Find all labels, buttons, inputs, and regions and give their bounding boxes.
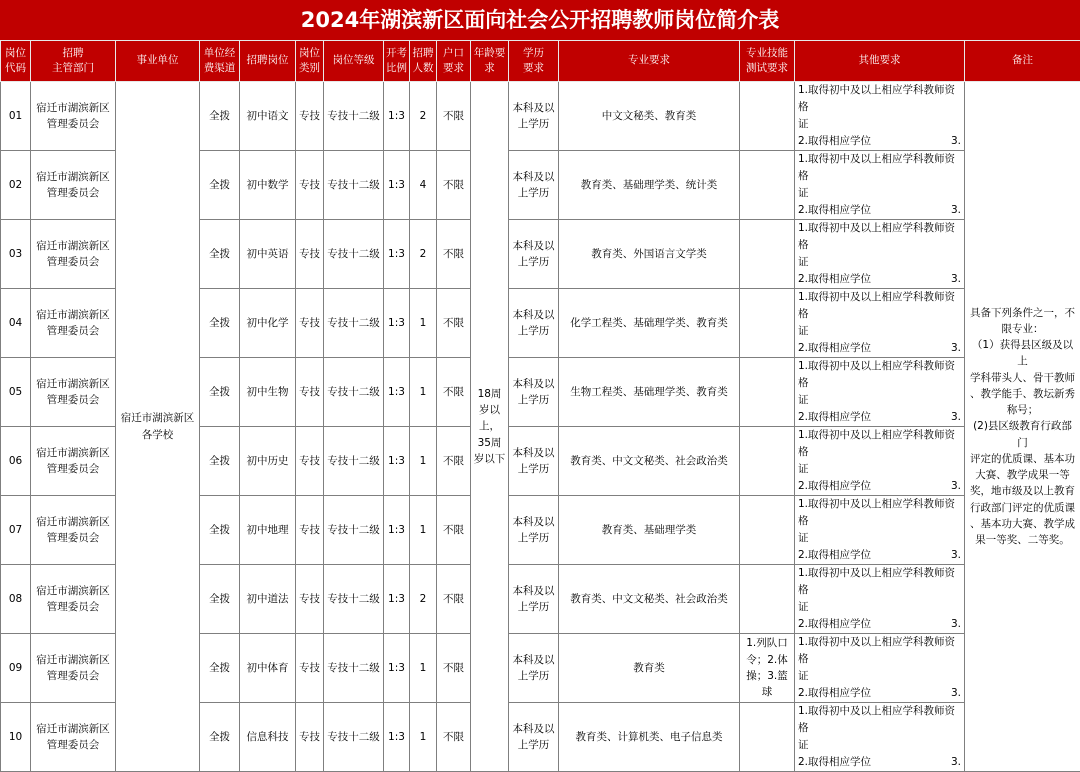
- header-ratio: 开考 比例: [384, 41, 410, 82]
- cell-hukou: 不限: [437, 82, 471, 151]
- cell-hukou: 不限: [437, 220, 471, 289]
- cell-unit: 宿迁市湖滨新区 各学校: [116, 82, 200, 772]
- cell-hukou: 不限: [437, 565, 471, 634]
- cell-level: 专技十二级: [324, 427, 384, 496]
- cell-funding: 全拨: [200, 151, 240, 220]
- cell-funding: 全拨: [200, 358, 240, 427]
- cell-skill: [740, 151, 795, 220]
- cell-position: 信息科技: [240, 703, 296, 772]
- cell-level: 专技十二级: [324, 496, 384, 565]
- cell-level: 专技十二级: [324, 358, 384, 427]
- cell-level: 专技十二级: [324, 82, 384, 151]
- cell-education: 本科及以 上学历: [509, 634, 559, 703]
- cell-ratio: 1:3: [384, 565, 410, 634]
- cell-position: 初中语文: [240, 82, 296, 151]
- cell-major: 教育类、外国语言文学类: [559, 220, 740, 289]
- cell-code: 05: [1, 358, 31, 427]
- header-education: 学历 要求: [509, 41, 559, 82]
- cell-dept: 宿迁市湖滨新区 管理委员会: [31, 289, 116, 358]
- cell-major: 教育类、中文文秘类、社会政治类: [559, 427, 740, 496]
- cell-code: 07: [1, 496, 31, 565]
- cell-dept: 宿迁市湖滨新区 管理委员会: [31, 634, 116, 703]
- header-hukou: 户口 要求: [437, 41, 471, 82]
- header-category: 岗位 类别: [296, 41, 324, 82]
- cell-ratio: 1:3: [384, 289, 410, 358]
- cell-age: 18周 岁以 上， 35周 岁以下: [471, 82, 509, 772]
- cell-category: 专技: [296, 634, 324, 703]
- cell-dept: 宿迁市湖滨新区 管理委员会: [31, 427, 116, 496]
- cell-major: 教育类: [559, 634, 740, 703]
- cell-count: 2: [410, 82, 437, 151]
- cell-skill: [740, 82, 795, 151]
- cell-other: 1.取得初中及以上相应学科教师资格 证 2.取得相应学位 3.: [795, 151, 965, 220]
- header-count: 招聘 人数: [410, 41, 437, 82]
- cell-dept: 宿迁市湖滨新区 管理委员会: [31, 496, 116, 565]
- cell-skill: 1.列队口 令；2.体 操；3.篮球: [740, 634, 795, 703]
- cell-code: 10: [1, 703, 31, 772]
- cell-category: 专技: [296, 289, 324, 358]
- page-title: 2024年湖滨新区面向社会公开招聘教师岗位简介表: [0, 0, 1080, 40]
- cell-major: 生物工程类、基础理学类、教育类: [559, 358, 740, 427]
- cell-category: 专技: [296, 82, 324, 151]
- cell-funding: 全拨: [200, 289, 240, 358]
- cell-hukou: 不限: [437, 289, 471, 358]
- cell-ratio: 1:3: [384, 220, 410, 289]
- table-row: [1, 82, 1080, 151]
- cell-code: 02: [1, 151, 31, 220]
- cell-level: 专技十二级: [324, 289, 384, 358]
- cell-category: 专技: [296, 220, 324, 289]
- cell-major: 教育类、基础理学类: [559, 496, 740, 565]
- cell-code: 03: [1, 220, 31, 289]
- cell-other: 1.取得初中及以上相应学科教师资格 证 2.取得相应学位 3.: [795, 703, 965, 772]
- cell-code: 04: [1, 289, 31, 358]
- cell-ratio: 1:3: [384, 151, 410, 220]
- cell-education: 本科及以 上学历: [509, 358, 559, 427]
- cell-code: 06: [1, 427, 31, 496]
- cell-count: 1: [410, 427, 437, 496]
- cell-count: 1: [410, 496, 437, 565]
- cell-funding: 全拨: [200, 565, 240, 634]
- cell-funding: 全拨: [200, 634, 240, 703]
- cell-skill: [740, 220, 795, 289]
- cell-skill: [740, 289, 795, 358]
- header-age: 年龄要 求: [471, 41, 509, 82]
- cell-category: 专技: [296, 358, 324, 427]
- cell-education: 本科及以 上学历: [509, 703, 559, 772]
- cell-other: 1.取得初中及以上相应学科教师资格 证 2.取得相应学位 3.: [795, 565, 965, 634]
- cell-ratio: 1:3: [384, 82, 410, 151]
- cell-position: 初中道法: [240, 565, 296, 634]
- header-funding: 单位经 费渠道: [200, 41, 240, 82]
- cell-other: 1.取得初中及以上相应学科教师资格 证 2.取得相应学位 3.: [795, 358, 965, 427]
- cell-hukou: 不限: [437, 634, 471, 703]
- cell-hukou: 不限: [437, 496, 471, 565]
- cell-position: 初中化学: [240, 289, 296, 358]
- cell-funding: 全拨: [200, 82, 240, 151]
- header-position: 招聘岗位: [240, 41, 296, 82]
- cell-education: 本科及以 上学历: [509, 289, 559, 358]
- cell-other: 1.取得初中及以上相应学科教师资格 证 2.取得相应学位 3.: [795, 634, 965, 703]
- cell-education: 本科及以 上学历: [509, 565, 559, 634]
- header-unit: 事业单位: [116, 41, 200, 82]
- cell-dept: 宿迁市湖滨新区 管理委员会: [31, 358, 116, 427]
- cell-other: 1.取得初中及以上相应学科教师资格 证 2.取得相应学位 3.: [795, 82, 965, 151]
- cell-dept: 宿迁市湖滨新区 管理委员会: [31, 220, 116, 289]
- cell-count: 2: [410, 565, 437, 634]
- cell-education: 本科及以 上学历: [509, 151, 559, 220]
- cell-level: 专技十二级: [324, 634, 384, 703]
- cell-education: 本科及以 上学历: [509, 220, 559, 289]
- cell-category: 专技: [296, 496, 324, 565]
- cell-category: 专技: [296, 565, 324, 634]
- cell-dept: 宿迁市湖滨新区 管理委员会: [31, 151, 116, 220]
- cell-ratio: 1:3: [384, 496, 410, 565]
- cell-category: 专技: [296, 427, 324, 496]
- cell-skill: [740, 496, 795, 565]
- cell-position: 初中历史: [240, 427, 296, 496]
- cell-major: 教育类、计算机类、电子信息类: [559, 703, 740, 772]
- header-note: 备注: [965, 41, 1080, 82]
- cell-other: 1.取得初中及以上相应学科教师资格 证 2.取得相应学位 3.: [795, 220, 965, 289]
- cell-count: 1: [410, 703, 437, 772]
- cell-count: 2: [410, 220, 437, 289]
- cell-ratio: 1:3: [384, 427, 410, 496]
- cell-other: 1.取得初中及以上相应学科教师资格 证 2.取得相应学位 3.: [795, 289, 965, 358]
- cell-category: 专技: [296, 703, 324, 772]
- header-other: 其他要求: [795, 41, 965, 82]
- cell-major: 教育类、基础理学类、统计类: [559, 151, 740, 220]
- cell-hukou: 不限: [437, 427, 471, 496]
- cell-funding: 全拨: [200, 703, 240, 772]
- cell-count: 4: [410, 151, 437, 220]
- cell-funding: 全拨: [200, 220, 240, 289]
- header-major: 专业要求: [559, 41, 740, 82]
- cell-education: 本科及以 上学历: [509, 496, 559, 565]
- cell-dept: 宿迁市湖滨新区 管理委员会: [31, 565, 116, 634]
- cell-code: 01: [1, 82, 31, 151]
- cell-hukou: 不限: [437, 151, 471, 220]
- cell-position: 初中体育: [240, 634, 296, 703]
- cell-major: 教育类、中文文秘类、社会政治类: [559, 565, 740, 634]
- cell-code: 08: [1, 565, 31, 634]
- header-code: 岗位 代码: [1, 41, 31, 82]
- cell-category: 专技: [296, 151, 324, 220]
- cell-skill: [740, 703, 795, 772]
- cell-count: 1: [410, 358, 437, 427]
- header-dept: 招聘 主管部门: [31, 41, 116, 82]
- cell-count: 1: [410, 634, 437, 703]
- header-level: 岗位等级: [324, 41, 384, 82]
- cell-funding: 全拨: [200, 427, 240, 496]
- cell-hukou: 不限: [437, 703, 471, 772]
- cell-position: 初中英语: [240, 220, 296, 289]
- cell-education: 本科及以 上学历: [509, 82, 559, 151]
- cell-note: 具备下列条件之一，不 限专业： （1）获得县区级及以上 学科带头人、骨干教师 、教学能手、教坛新秀 称号； (2)县区级教育行政部门 评定的优质课、基本功 大赛、教学成果一等 奖，地市级及以上教育 行政部门评定的优质课 、基本功大赛、教学成 果一等奖、二等奖。: [965, 82, 1080, 772]
- cell-skill: [740, 427, 795, 496]
- cell-code: 09: [1, 634, 31, 703]
- cell-position: 初中生物: [240, 358, 296, 427]
- cell-major: 中文文秘类、教育类: [559, 82, 740, 151]
- header-row: [1, 41, 1080, 82]
- cell-position: 初中地理: [240, 496, 296, 565]
- cell-funding: 全拨: [200, 496, 240, 565]
- cell-dept: 宿迁市湖滨新区 管理委员会: [31, 703, 116, 772]
- cell-ratio: 1:3: [384, 358, 410, 427]
- cell-level: 专技十二级: [324, 220, 384, 289]
- cell-ratio: 1:3: [384, 634, 410, 703]
- cell-level: 专技十二级: [324, 565, 384, 634]
- cell-ratio: 1:3: [384, 703, 410, 772]
- cell-position: 初中数学: [240, 151, 296, 220]
- header-skill: 专业技能 测试要求: [740, 41, 795, 82]
- cell-skill: [740, 358, 795, 427]
- cell-education: 本科及以 上学历: [509, 427, 559, 496]
- cell-count: 1: [410, 289, 437, 358]
- cell-skill: [740, 565, 795, 634]
- cell-other: 1.取得初中及以上相应学科教师资格 证 2.取得相应学位 3.: [795, 427, 965, 496]
- cell-hukou: 不限: [437, 358, 471, 427]
- cell-level: 专技十二级: [324, 703, 384, 772]
- cell-dept: 宿迁市湖滨新区 管理委员会: [31, 82, 116, 151]
- positions-table: [0, 40, 1080, 772]
- cell-other: 1.取得初中及以上相应学科教师资格 证 2.取得相应学位 3.: [795, 496, 965, 565]
- cell-major: 化学工程类、基础理学类、教育类: [559, 289, 740, 358]
- cell-level: 专技十二级: [324, 151, 384, 220]
